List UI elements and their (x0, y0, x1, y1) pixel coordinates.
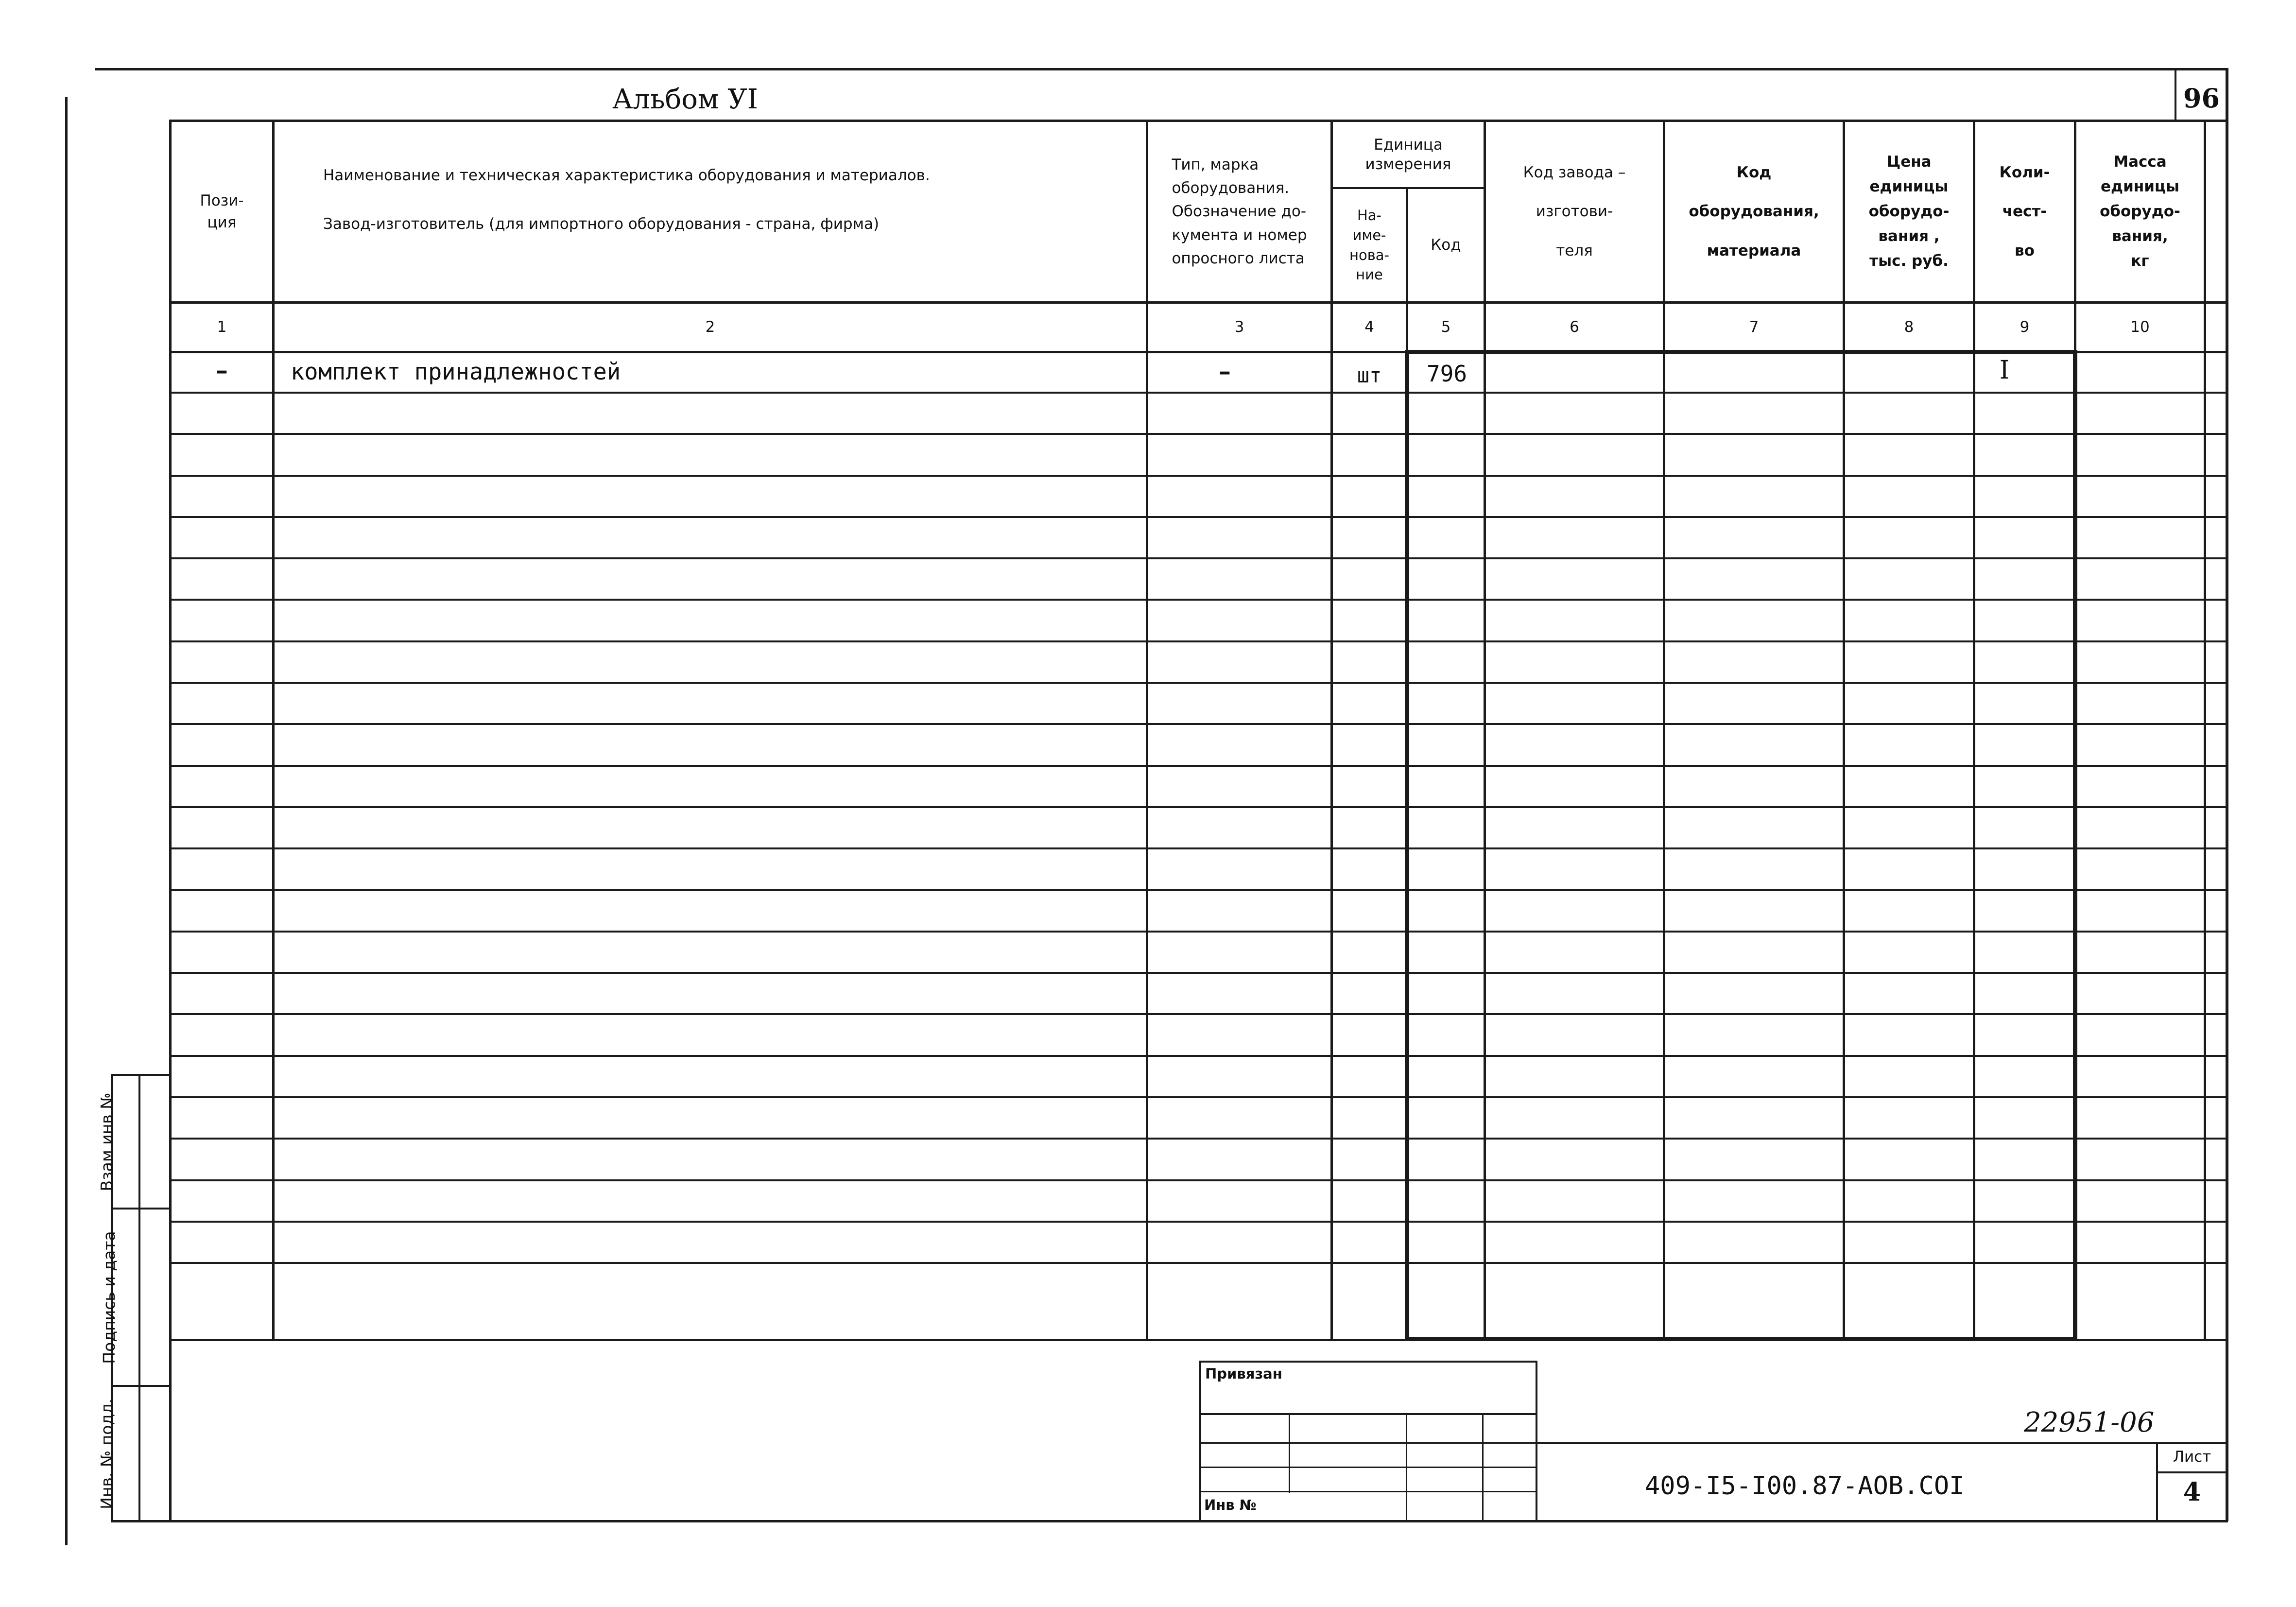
header-unit-name-text: На- име- нова- ние (1349, 207, 1390, 283)
col-line-6 (1663, 120, 1665, 1340)
binding-col3 (1482, 1413, 1484, 1521)
header-unit-group (1333, 122, 1484, 187)
row-separator (169, 1138, 2226, 1140)
bold-block-right (2073, 351, 2077, 1340)
col-line-1 (272, 120, 275, 1340)
row-separator (169, 723, 2226, 725)
handwritten-number: 22951-06 (2024, 1407, 2155, 1438)
sheet-box-divider (2156, 1471, 2227, 1473)
cell-unit-name: шт (1357, 363, 1382, 387)
header-position-text: Пози- ция (200, 191, 244, 231)
page-number: 96 (2183, 83, 2220, 114)
document-code: 409-I5-I00.87-AOB.COI (1645, 1471, 1965, 1501)
col-line-5 (1484, 120, 1486, 1340)
binding-top (1199, 1361, 1536, 1363)
colnum-2: 2 (705, 318, 715, 336)
binding-row4 (1199, 1491, 1536, 1492)
colnum-5: 5 (1441, 318, 1451, 336)
header-position (172, 122, 272, 301)
colnum-9: 9 (2020, 318, 2030, 336)
colnum-6: 6 (1570, 318, 1579, 336)
header-mass (2076, 122, 2204, 301)
side-stamp-inv-podl: Инв. № подл. (97, 1399, 116, 1509)
cell-position: – (216, 356, 228, 384)
binding-col2 (1406, 1413, 1407, 1521)
row-separator (169, 433, 2226, 435)
row-separator (169, 557, 2226, 559)
header-equipment-code (1665, 122, 1843, 301)
row-separator (169, 1262, 2226, 1264)
col-line-10 (2204, 120, 2206, 1340)
form-bottom-border (112, 1520, 2228, 1522)
header-price (1845, 122, 1973, 301)
colnum-10: 10 (2130, 318, 2150, 336)
sheet-label: Лист (2173, 1448, 2211, 1466)
colnum-8: 8 (1904, 318, 1914, 336)
side-stamp-inner (138, 1074, 140, 1522)
row-separator (169, 806, 2226, 808)
row-separator (169, 847, 2226, 849)
binding-right (1536, 1361, 1537, 1521)
colnum-3: 3 (1234, 318, 1244, 336)
row-separator (169, 392, 2226, 394)
binding-inv-no: Инв № (1204, 1497, 1257, 1513)
col-line-3 (1330, 120, 1333, 1340)
binding-left (1199, 1361, 1201, 1521)
row-separator (169, 1179, 2226, 1181)
row-separator (169, 682, 2226, 684)
header-unit-group-text: Единица измерения (1365, 136, 1451, 173)
header-name (275, 122, 1146, 301)
row-separator (169, 640, 2226, 642)
header-quantity (1975, 122, 2074, 301)
header-name-line2: Завод-изготовитель (для импортного оборудования - страна, фирма) (323, 215, 880, 233)
frame-right-edge (2226, 68, 2228, 1521)
row-separator (169, 1055, 2226, 1057)
binding-row2 (1199, 1442, 1536, 1444)
header-unit-code-text: Код (1431, 236, 1461, 254)
header-unit-name (1333, 189, 1406, 301)
cell-quantity: I (1999, 356, 2010, 385)
side-stamp-div2 (111, 1385, 170, 1387)
bold-block-bottom (1405, 1337, 2077, 1341)
cell-unit-code: 796 (1426, 361, 1467, 387)
binding-row1 (1199, 1413, 1536, 1415)
row-separator (169, 1096, 2226, 1098)
side-stamp-vzam: Взам инв № (97, 1092, 116, 1192)
header-mass-text: Масса единицы оборудо- вания, кг (2100, 153, 2180, 270)
row-separator (169, 931, 2226, 933)
header-price-text: Цена единицы оборудо- вания , тыс. руб. (1868, 153, 1950, 270)
main-stamp-top (1536, 1442, 2227, 1444)
header-unit-code (1408, 189, 1484, 301)
cell-name: комплект принадлежностей (291, 359, 621, 385)
side-stamp-top (111, 1074, 170, 1076)
row-separator (169, 889, 2226, 891)
row-separator (169, 516, 2226, 518)
header-equipment-code-text: Код оборудования, материала (1689, 163, 1819, 259)
colnum-7: 7 (1749, 318, 1759, 336)
frame-top-rule (95, 68, 2228, 70)
colnum-1: 1 (217, 318, 227, 336)
binding-row3 (1199, 1467, 1536, 1468)
frame-left-edge (65, 97, 68, 1545)
header-factory-code (1486, 122, 1663, 301)
side-stamp-div1 (111, 1208, 170, 1210)
col-line-8 (1973, 120, 1975, 1340)
header-type-text: Тип, марка оборудования. Обозначение до- кумента и номер опросного листа (1172, 156, 1307, 267)
sheet-number: 4 (2183, 1477, 2201, 1507)
album-title: Альбом УI (612, 84, 758, 115)
row-separator (169, 475, 2226, 477)
side-stamp-podpis: Подпись и дата (100, 1231, 119, 1364)
header-factory-code-text: Код завода – изготови- теля (1523, 163, 1626, 259)
header-name-line1: Наименование и техническая характеристика оборудования и материалов. (323, 167, 930, 184)
bold-block-left (1405, 351, 1409, 1340)
header-type (1148, 122, 1330, 301)
row-separator (169, 1221, 2226, 1223)
cell-type: – (1219, 357, 1231, 385)
row-separator (169, 599, 2226, 601)
binding-privyazan: Привязан (1205, 1365, 1282, 1382)
row-separator (169, 972, 2226, 974)
col-line-2 (1146, 120, 1148, 1340)
colnum-4: 4 (1364, 318, 1374, 336)
row-separator (169, 765, 2226, 767)
binding-col1 (1289, 1413, 1290, 1493)
header-quantity-text: Коли- чест- во (1999, 163, 2050, 259)
row-separator (169, 1013, 2226, 1015)
col-line-7 (1843, 120, 1845, 1340)
